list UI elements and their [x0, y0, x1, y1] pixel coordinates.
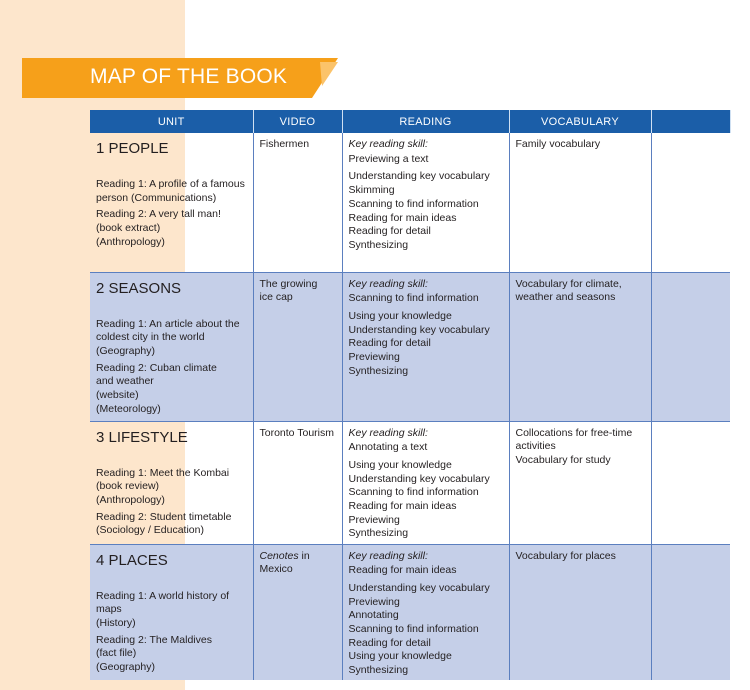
unit-title: 2 SEASONS — [96, 279, 182, 297]
vocab-item: Family vocabulary — [515, 138, 601, 150]
header-unit: UNIT — [90, 110, 253, 133]
unit-title: 1 PEOPLE — [96, 140, 169, 157]
vocabulary-cell — [509, 133, 651, 272]
reading-line: Reading 2: Student timetable — [96, 510, 232, 523]
reading-line: (Meteorology) — [96, 402, 161, 415]
reading-2 — [96, 511, 247, 538]
reading-line: (book review) — [96, 480, 160, 493]
page-title: MAP OF THE BOOK — [90, 65, 288, 88]
video-title: ice cap — [259, 291, 293, 304]
reading-1 — [96, 467, 247, 508]
reading-line: (Anthropology) — [96, 235, 165, 248]
video-title: The growing — [259, 277, 318, 290]
skill-item: Using your knowledge — [348, 309, 452, 322]
vocab-item: activities — [515, 440, 556, 453]
reading-line: Reading 1: A world history of maps — [96, 589, 230, 616]
reading-line: (Geography) — [96, 344, 155, 357]
table-row — [90, 133, 730, 272]
reading-line: (Sociology / Education) — [96, 524, 204, 537]
skill-label: Key reading skill: — [348, 426, 428, 439]
header-next — [651, 110, 730, 133]
reading-line: Reading 1: A profile of a famous — [96, 178, 245, 190]
unit-cell — [90, 544, 253, 680]
reading-line: Reading 2: A very tall man! — [96, 208, 221, 221]
reading-cell — [342, 544, 509, 680]
reading-line: (fact file) — [96, 647, 137, 660]
skill-label: Key reading skill: — [348, 277, 428, 290]
extra-cell — [651, 544, 730, 680]
vocabulary-cell — [509, 544, 651, 680]
reading-2 — [96, 208, 247, 249]
skill-item: Understanding key vocabulary — [348, 581, 490, 594]
skill-item: Reading for detail — [348, 225, 431, 238]
video-title: Toronto Tourism — [259, 426, 335, 439]
reading-cell — [342, 133, 509, 272]
reading-cell — [342, 421, 509, 544]
skill-list — [349, 310, 503, 379]
key-skill: Annotating a text — [348, 441, 428, 454]
reading-line: Reading 1: An article about the — [96, 317, 240, 330]
reading-line: person (Communications) — [96, 191, 217, 204]
reading-1 — [96, 318, 247, 359]
skill-item: Understanding key vocabulary — [348, 170, 490, 183]
skill-item: Scanning to find information — [348, 197, 479, 210]
skill-item: Synthesizing — [348, 238, 409, 251]
unit-cell — [90, 421, 253, 544]
video-cell — [253, 544, 342, 680]
skill-item: Understanding key vocabulary — [348, 323, 490, 336]
skill-item: Scanning to find information — [348, 486, 479, 499]
unit-title: 4 PLACES — [96, 551, 168, 569]
reading-1 — [96, 178, 247, 205]
vocabulary-cell — [509, 272, 651, 421]
vocab-item: Vocabulary for places — [515, 549, 616, 562]
skill-item: Previewing — [348, 351, 400, 364]
skill-label: Key reading skill: — [348, 138, 428, 150]
skill-item: Annotating — [348, 609, 399, 622]
video-cell — [253, 421, 342, 544]
table-row — [90, 272, 730, 421]
reading-2 — [96, 362, 247, 417]
key-skill: Previewing a text — [348, 152, 429, 165]
skill-item: Reading for main ideas — [348, 211, 457, 224]
skill-item: Scanning to find information — [348, 623, 479, 636]
skill-item: Using your knowledge — [348, 650, 452, 663]
map-table — [90, 110, 731, 680]
reading-line: and weather — [96, 375, 154, 388]
reading-line: Reading 2: The Maldives — [96, 633, 212, 646]
header-row — [90, 110, 730, 133]
skill-item: Using your knowledge — [348, 458, 452, 471]
table-row — [90, 544, 730, 680]
skill-item: Reading for detail — [348, 636, 431, 649]
reading-line: (History) — [96, 616, 136, 629]
video-title-italic: Cenotes — [259, 549, 299, 562]
skill-item: Understanding key vocabulary — [348, 472, 490, 485]
key-skill: Scanning to find information — [348, 292, 479, 305]
table-row — [90, 421, 730, 544]
video-title: Mexico — [259, 563, 293, 576]
reading-line: Reading 1: Meet the Kombai — [96, 466, 230, 479]
unit-cell — [90, 272, 253, 421]
reading-2 — [96, 634, 247, 675]
extra-cell — [651, 133, 730, 272]
reading-line: (website) — [96, 389, 139, 402]
reading-line: (book extract) — [96, 222, 161, 235]
vocab-item: Vocabulary for climate, — [515, 277, 622, 290]
key-skill: Reading for main ideas — [348, 564, 457, 577]
vocab-item: Collocations for free-time — [515, 426, 633, 439]
skill-item: Synthesizing — [348, 664, 409, 677]
skill-item: Reading for detail — [348, 337, 431, 350]
reading-line: Reading 2: Cuban climate — [96, 361, 217, 374]
reading-line: (Anthropology) — [96, 493, 165, 506]
skill-item: Skimming — [348, 184, 395, 197]
video-title — [260, 550, 336, 564]
video-cell — [253, 272, 342, 421]
reading-line: coldest city in the world — [96, 331, 205, 344]
skill-label: Key reading skill: — [348, 549, 428, 562]
extra-cell — [651, 421, 730, 544]
skill-item: Synthesizing — [348, 527, 409, 540]
extra-cell — [651, 272, 730, 421]
skill-item: Reading for main ideas — [348, 500, 457, 513]
unit-title: 3 LIFESTYLE — [96, 428, 188, 446]
vocab-item: Vocabulary for study — [515, 453, 611, 466]
vocab-item: weather and seasons — [515, 291, 616, 304]
reading-line: (Geography) — [96, 661, 155, 674]
unit-cell — [90, 133, 253, 272]
video-title: Fishermen — [259, 138, 310, 150]
header-video: VIDEO — [253, 110, 342, 133]
skill-item: Previewing — [348, 595, 400, 608]
skill-list — [349, 170, 503, 252]
banner — [22, 58, 338, 98]
reading-cell — [342, 272, 509, 421]
vocabulary-cell — [509, 421, 651, 544]
video-cell — [253, 133, 342, 272]
skill-list — [349, 582, 503, 678]
reading-1 — [96, 590, 247, 631]
skill-list — [349, 459, 503, 541]
header-reading: READING — [342, 110, 509, 133]
video-title-rest: in — [298, 549, 310, 562]
skill-item: Previewing — [348, 513, 400, 526]
skill-item: Synthesizing — [348, 364, 409, 377]
header-vocabulary: VOCABULARY — [509, 110, 651, 133]
